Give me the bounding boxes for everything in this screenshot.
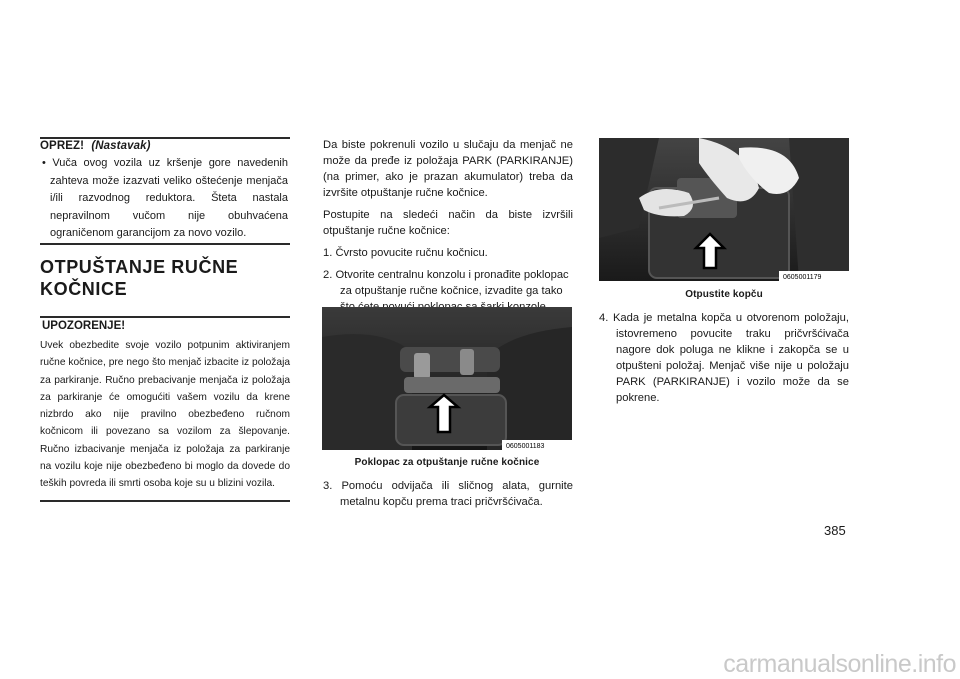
intro-paragraph: Da biste pokrenuli vozilo u slučaju da menjač ne može da pređe iz položaja PARK (PARKIRANJE) (na primer, ako je prazan akumulator) treba da izvršite otpuštanje ručne kočnice.	[323, 139, 573, 199]
step-1: 1. Čvrsto povucite ručnu kočnicu.	[323, 247, 488, 259]
page-number: 385	[824, 523, 846, 538]
caution-bullet: • Vuča ovog vozila uz kršenje gore navedenih zahteva može izazvati veliko oštećenje menjača i/ili razvodnog reduktora. Šteta nastala nepravilnom vučom nije obuhvaćena ograničenom garancijom za novo vozilo.	[42, 157, 288, 239]
figure1-caption: Poklopac za otpuštanje ručne kočnice	[354, 457, 540, 468]
warning-bottom-rule	[40, 500, 290, 502]
section-heading	[40, 256, 290, 300]
right-column	[599, 310, 849, 412]
warning-title: UPOZORENJE!	[42, 320, 126, 332]
section-heading-line1: OTPUŠTANJE RUČNE	[40, 257, 239, 277]
caution-title	[40, 140, 288, 152]
watermark-text: carmanualsonline.info	[723, 650, 956, 678]
caution-top-rule	[40, 137, 290, 139]
caution-bottom-rule	[40, 243, 290, 245]
middle-column	[323, 137, 573, 321]
figure2-code: 0605001179	[783, 274, 822, 281]
figure1-code: 0605001183	[506, 443, 545, 450]
section-heading-line2: KOČNICE	[40, 279, 128, 299]
procedure-paragraph: Postupite na sledeći način da biste izvršili otpuštanje ručne kočnice:	[323, 209, 573, 237]
figure-release-clip-photo	[599, 138, 849, 281]
figure2-caption: Otpustite kopču	[685, 289, 763, 300]
warning-body: Uvek obezbedite svoje vozilo potpunim aktiviranjem ručne kočnice, pre nego što menjač izbacite iz položaja za parkiranje. Ručno prebacivanje menjača iz položaja za parkiranje će omogućiti vašem vozilu da krene nizbrdo ako nije pravilno obezbeđeno ručnom kočnicom ili povezano sa vozilom za šlepovanje. Ručno izbacivanje menjača iz položaja za parkiranje na vozilu koje nije obezbeđeno bi moglo da dovede do teških povreda ili smrti osoba koje su u blizini vozila.	[40, 340, 290, 490]
caution-box	[40, 140, 288, 243]
warning-top-rule	[40, 316, 290, 318]
caution-title-text: OPREZ!	[40, 140, 85, 152]
middle-column-step3	[323, 478, 573, 516]
step-4: 4. Kada je metalna kopča u otvorenom položaju, istovremeno povucite traku pričvršćivača nagore dok poluga ne klikne i zakopča se u otpušteni položaj. Menjač više nije u položaju PARK (PARKIRANJE) i vozilo može da se pokrene.	[599, 312, 849, 404]
step-2: 2. Otvorite centralnu konzolu i pronađite poklopac za otpuštanje ručne kočnice, izvadite ga tako	[323, 269, 569, 297]
figure-release-cover-photo	[322, 307, 572, 450]
caution-subtitle: (Nastavak)	[91, 140, 151, 152]
warning-box	[40, 320, 290, 493]
step-3: 3. Pomoću odvijača ili sličnog alata, gurnite metalnu kopču prema traci pričvršćivača.	[323, 480, 573, 508]
